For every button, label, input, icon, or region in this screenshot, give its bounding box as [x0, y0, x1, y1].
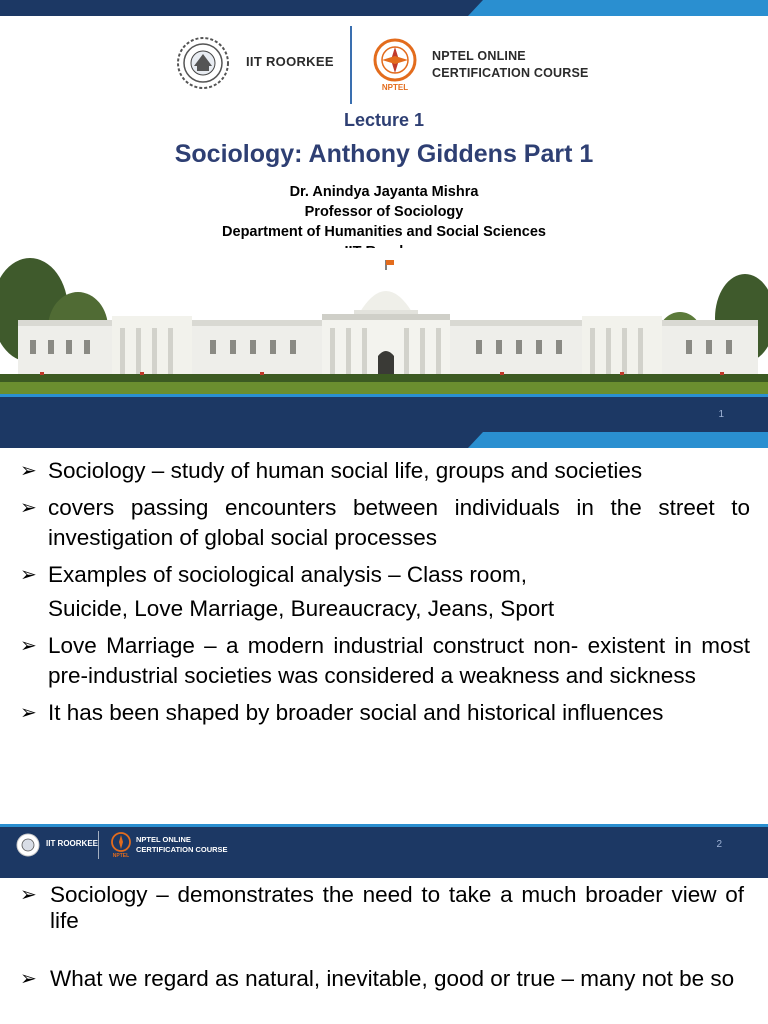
iit-roorkee-seal-icon [176, 36, 230, 90]
author-position: Professor of Sociology [304, 204, 464, 220]
arrow-bullet-icon: ➢ [20, 497, 37, 519]
nptel-mark-text: NPTEL [381, 83, 409, 92]
main-building-photo [0, 248, 768, 394]
iit-roorkee-label: IIT ROORKEE [246, 54, 334, 69]
footer-nptel-line2: CERTIFICATION COURSE [136, 845, 228, 854]
bullet-text: covers passing encounters between individuals in the street to investigation of global social processes [48, 495, 750, 550]
bullet-item [20, 456, 750, 486]
top-banner-accent [468, 0, 768, 16]
bullet-text: Love Marriage – a modern industrial construct non- existent in most pre-industrial societies was considered a weakness and sickness [48, 633, 750, 688]
slide-title: Sociology: Anthony Giddens Part 1 [174, 140, 594, 168]
nptel-logo-icon [110, 831, 132, 859]
arrow-bullet-icon: ➢ [20, 884, 37, 906]
footer-divider [98, 831, 99, 859]
footer-iit-label: IIT ROORKEE [46, 839, 99, 848]
bullet-item [20, 966, 744, 992]
author-department: Department of Humanities and Social Sciences [222, 224, 546, 240]
top-banner [0, 864, 768, 878]
arrow-bullet-icon: ➢ [20, 968, 37, 990]
bottom-banner [0, 394, 768, 432]
nptel-logo-icon [370, 36, 420, 92]
bullet-text: Examples of sociological analysis – Class room, [48, 562, 527, 587]
content-slide [0, 432, 768, 864]
slide-number: 2 [716, 839, 722, 850]
title-slide [0, 0, 768, 432]
arrow-bullet-icon: ➢ [20, 702, 37, 724]
arrow-bullet-icon: ➢ [20, 564, 37, 586]
bullet-text-continuation: Suicide, Love Marriage, Bureaucracy, Jeans, Sport [48, 596, 555, 621]
content-slide-partial [0, 864, 768, 1024]
bullet-list [20, 456, 750, 735]
top-banner-accent [468, 432, 768, 448]
nptel-line2: CERTIFICATION COURSE [432, 66, 589, 80]
bullet-item [20, 698, 750, 728]
footer-banner [0, 824, 768, 864]
bullet-item [20, 882, 744, 934]
bullet-item [20, 493, 750, 553]
bullet-text: Sociology – demonstrates the need to take a much broader view of life [50, 882, 744, 933]
bullet-text: Sociology – study of human social life, groups and societies [48, 458, 643, 483]
header-logos [0, 26, 768, 110]
bullet-text: It has been shaped by broader social and historical influences [48, 700, 664, 725]
nptel-mark-text: NPTEL [112, 853, 130, 859]
nptel-line1: NPTEL ONLINE [432, 49, 526, 63]
nptel-course-label [432, 48, 589, 82]
footer-nptel-label [136, 835, 228, 855]
bullet-item [20, 631, 750, 691]
lecture-label: Lecture 1 [343, 110, 425, 130]
logo-divider [350, 26, 352, 104]
arrow-bullet-icon: ➢ [20, 635, 37, 657]
bullet-item [20, 560, 750, 624]
author-name: Dr. Anindya Jayanta Mishra [289, 184, 479, 200]
slide-number: 1 [718, 409, 724, 420]
bullet-text: What we regard as natural, inevitable, good or true – many not be so [50, 966, 735, 991]
arrow-bullet-icon: ➢ [20, 460, 37, 482]
bullet-list [20, 882, 744, 1024]
iit-roorkee-seal-icon [16, 833, 40, 857]
footer-nptel-line1: NPTEL ONLINE [136, 835, 191, 844]
